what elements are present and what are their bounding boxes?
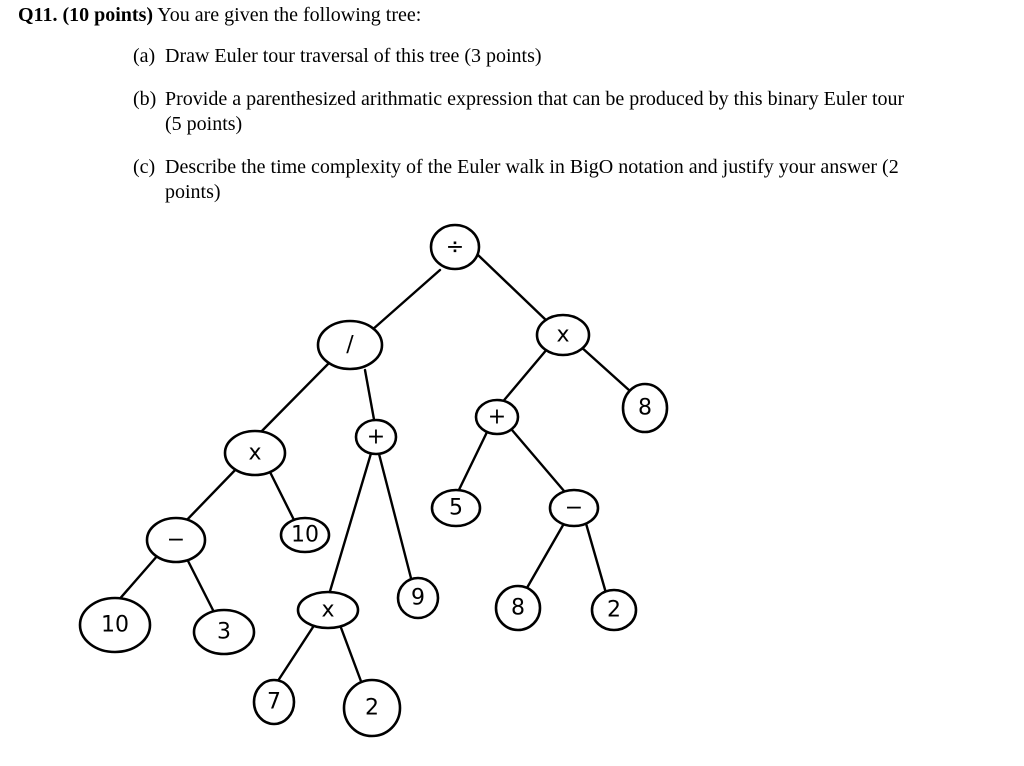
edge-n6-n9 [455,430,488,498]
edge-n6-n10 [512,430,570,498]
tree-node-n6-label: + [487,404,507,430]
part-b-continuation: (5 points) [165,113,243,135]
edge-root-n1 [372,270,440,330]
tree-node-n3 [537,315,589,355]
part-c-label: (c) [133,156,156,178]
tree-node-n13-label: x [321,597,335,623]
edge-n2-n8 [268,468,295,522]
tree-node-n9-label: 5 [449,495,463,521]
question-number: Q11. [18,4,58,26]
tree-node-n9 [432,490,480,526]
tree-node-n6 [476,400,518,434]
tree-node-n10 [550,490,598,526]
tree-node-n10-label: − [564,495,584,521]
tree-node-root [431,225,479,269]
tree-node-n17 [254,680,294,724]
tree-node-root-label: ÷ [445,234,465,260]
tree-node-n17-label: 7 [267,689,281,715]
tree-node-n5 [356,420,396,454]
tree-node-n2 [225,431,285,475]
question-points: (10 points) [62,4,154,26]
tree-node-n1 [318,321,382,369]
part-a-text: Draw Euler tour traversal of this tree (3 points) [165,45,542,67]
part-a-label: (a) [133,45,156,67]
part-c-text: Describe the time complexity of the Euler walk in BigO notation and justify your answer (2 [165,156,899,178]
tree-node-n13 [298,592,358,628]
tree-node-n7 [147,518,205,562]
tree-node-n15-label: 8 [511,595,525,621]
tree-node-n8 [281,518,329,552]
tree-node-n4-label: 8 [638,395,652,421]
tree-node-n14-label: 9 [411,585,425,611]
tree-node-n18 [344,680,400,736]
tree-node-n7-label: − [166,527,186,553]
tree-node-n16-label: 2 [607,597,621,623]
tree-node-n1-label: / [346,332,354,358]
edge-root-n3 [478,255,548,322]
tree-node-n2-label: x [248,440,262,466]
tree-node-n16 [592,590,636,630]
tree-node-n12-label: 3 [217,619,231,645]
part-c-continuation: points) [165,181,221,203]
question-text: You are given the following tree: [157,4,422,26]
part-b-text: Provide a parenthesized arithmatic expression that can be produced by this binary Euler tour [165,88,905,110]
tree-node-n8-label: 10 [291,522,319,548]
edge-n3-n6 [500,348,548,405]
edge-n5-n14 [378,450,412,582]
tree-node-n11 [80,598,150,652]
tree-node-n4 [623,384,667,432]
tree-node-n12 [194,610,254,654]
tree-node-n5-label: + [366,424,386,450]
edge-n5-n13 [328,450,372,598]
tree-node-n14 [398,578,438,618]
edge-n1-n2 [253,362,330,440]
edge-n2-n7 [182,465,240,525]
tree-node-n11-label: 10 [101,612,129,638]
edge-n1-n5 [365,370,375,425]
tree-node-n18-label: 2 [365,695,379,721]
tree-node-n15 [496,586,540,630]
tree-node-n3-label: x [556,322,570,348]
part-b-label: (b) [133,88,157,110]
edge-n10-n16 [585,520,608,600]
